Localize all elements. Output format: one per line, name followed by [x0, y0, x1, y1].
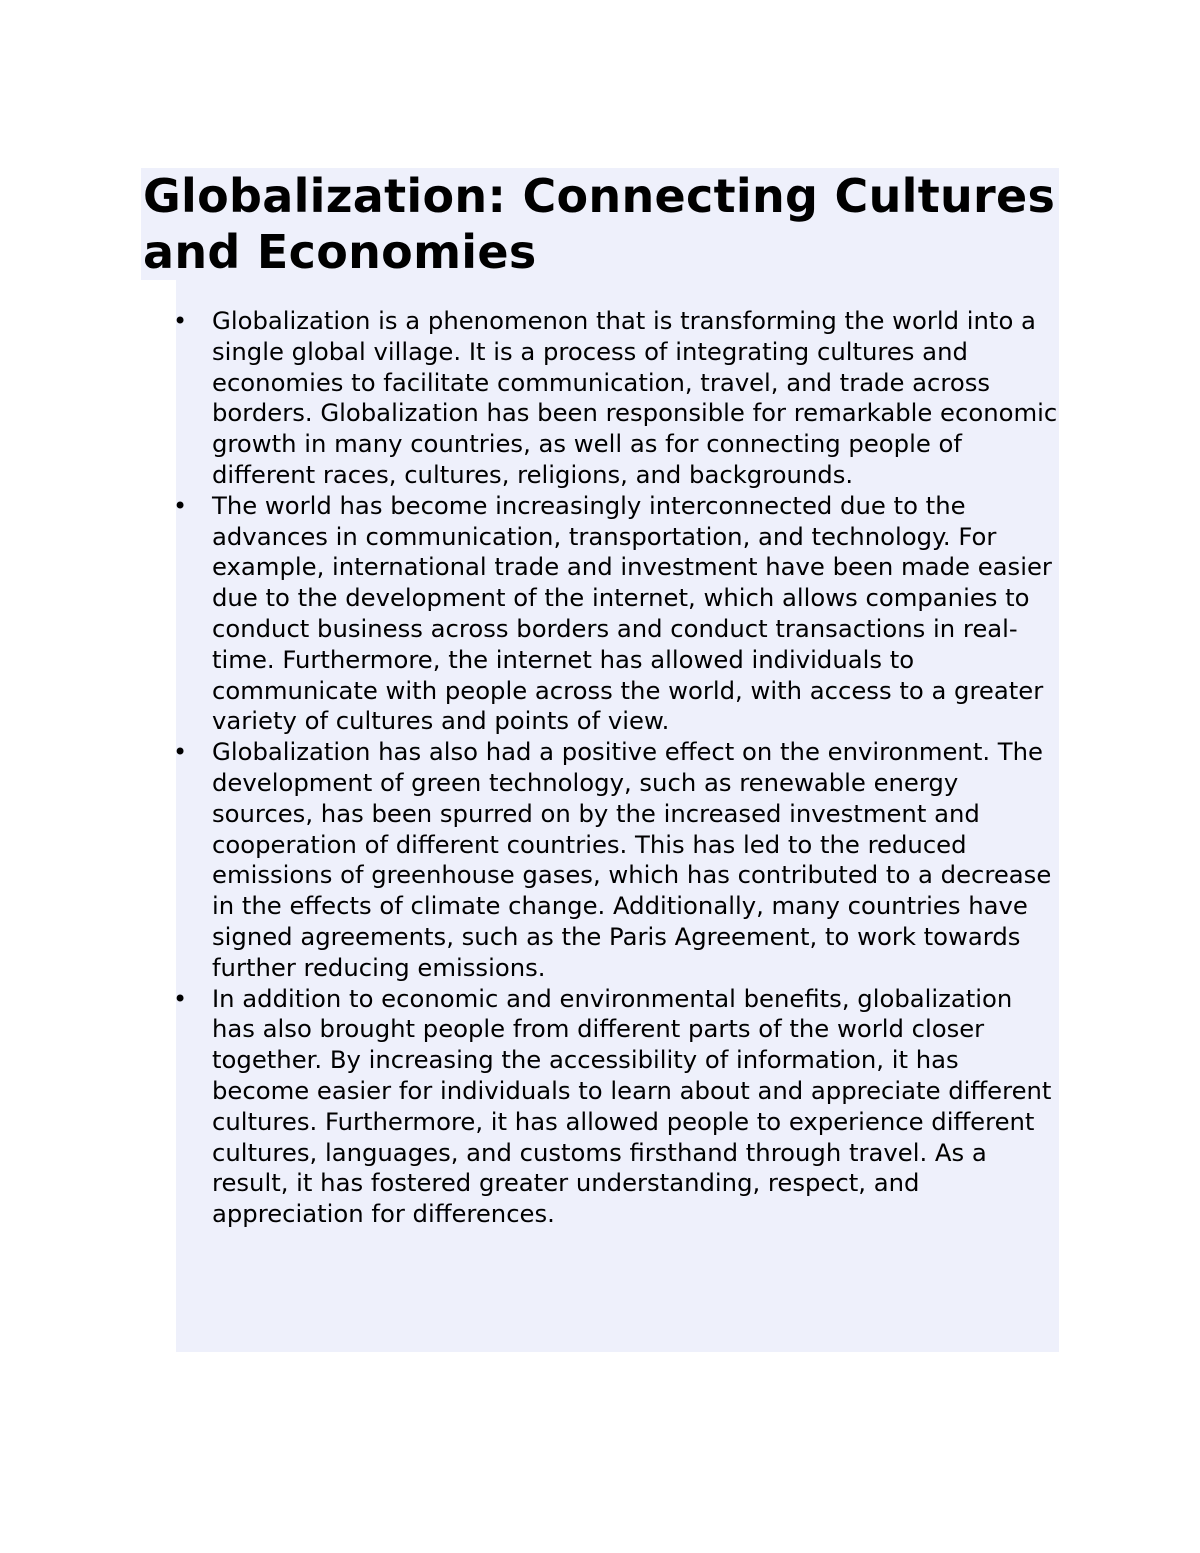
bullet-icon: • [173, 491, 188, 520]
list-item [173, 490, 1059, 737]
bullet-list [173, 306, 1059, 1230]
bullet-icon: • [173, 984, 188, 1013]
list-item-text: In addition to economic and environmental benefits, globalization has also brought people from different parts of the world closer together. By increasing the accessibility of information, it has become easier for individuals to learn about and appreciate different cultures. Furthermore, it has allowed people to experience different cultures, languages, and customs firsthand through travel. As a result, it has fostered greater understanding, respect, and appreciation for differences. [212, 983, 1052, 1229]
list-item [173, 737, 1059, 983]
list-item [173, 983, 1059, 1230]
list-item [173, 306, 1059, 491]
bullet-list-highlight [173, 280, 1059, 1352]
title-highlight [141, 168, 1059, 280]
list-item-text: Globalization has also had a positive effect on the environment. The development of green technology, such as renewable energy sources, has been spurred on by the increased investment and cooperation of different countries. This has led to the reduced emissions of greenhouse gases, which has contributed to a decrease in the effects of climate change. Additionally, many countries have signed agreements, such as the Paris Agreement, to work towards further reducing emissions. [212, 737, 1052, 982]
bullet-icon: • [173, 738, 188, 767]
list-item-text: Globalization is a phenomenon that is transforming the world into a single global village. It is a process of integrating cultures and economies to facilitate communication, travel, and trade across borders. Globalization has been responsible for remarkable economic growth in many countries, as well as for connecting people of different races, cultures, religions, and backgrounds. [212, 306, 1058, 489]
document-title: Globalization: Connecting Cultures and Economies [143, 169, 1056, 279]
bullet-icon: • [173, 307, 188, 335]
list-item-text: The world has become increasingly interconnected due to the advances in communication, transportation, and technology. For example, international trade and investment have been made easier due to the development of the internet, which allows companies to conduct business across borders and conduct transactions in real-time. Furthermore, the internet has allowed individuals to communicate with people across the world, with access to a greater variety of cultures and points of view. [212, 490, 1052, 736]
